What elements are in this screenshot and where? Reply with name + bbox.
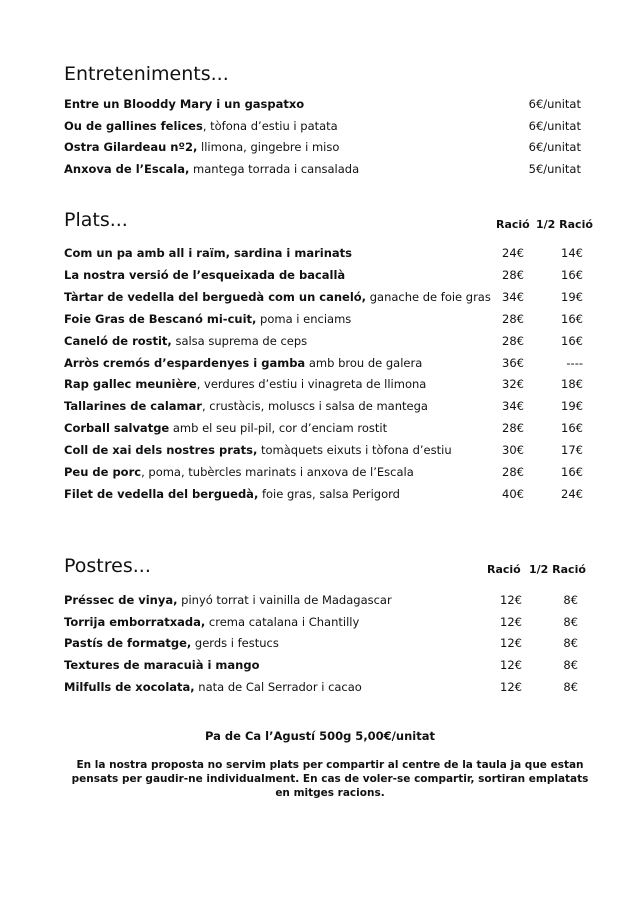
item-description: foie gras, salsa Perigord	[258, 486, 400, 501]
item-price-racio: 12€	[500, 636, 522, 651]
item-price-racio: 40€	[502, 486, 524, 501]
item-name: Préssec de vinya,	[64, 593, 178, 607]
item-price-racio: 24€	[502, 246, 524, 260]
menu-item	[64, 355, 422, 371]
item-name: Pastís de formatge,	[64, 636, 192, 651]
item-price-mitja-racio: 19€	[561, 289, 583, 304]
menu-item	[64, 311, 351, 327]
item-price-mitja-racio: 16€	[561, 421, 583, 436]
item-name: Torrija emborratxada,	[64, 614, 206, 629]
item-description: llimona, gingebre i miso	[197, 140, 340, 155]
menu-item	[64, 464, 414, 480]
item-price-mitja-racio: 8€	[563, 679, 578, 694]
item-price-racio: 32€	[502, 377, 524, 392]
item-description: nata de Cal Serrador i cacao	[194, 679, 362, 694]
item-price-mitja-racio: 8€	[563, 636, 578, 651]
menu-item	[64, 333, 307, 349]
postres-title: Postres...	[64, 555, 151, 577]
menu-item	[64, 398, 428, 414]
item-description: amb brou de galera	[305, 355, 423, 370]
item-description: ganache de foie gras	[366, 289, 491, 304]
item-price-mitja-racio: 16€	[561, 267, 583, 282]
item-name: Anxova de l’Escala,	[64, 162, 190, 177]
item-price-racio: 28€	[502, 267, 524, 282]
plats-title: Plats...	[64, 209, 128, 231]
item-name: La nostra versió de l’esqueixada de bacallà	[64, 267, 346, 282]
item-price-racio: 28€	[502, 421, 524, 436]
item-price: 6€/unitat	[528, 118, 581, 133]
item-price-mitja-racio: 14€	[561, 246, 583, 260]
item-price-mitja-racio: 8€	[563, 658, 578, 673]
item-price-racio: 28€	[502, 465, 524, 479]
item-price-mitja-racio: 17€	[561, 443, 583, 458]
item-price-racio: 28€	[502, 333, 524, 348]
item-name: Ou de gallines felices	[64, 118, 203, 133]
postres-racio-header: Ració	[487, 563, 521, 576]
item-price-mitja-racio: ----	[566, 355, 583, 370]
item-price-mitja-racio: 16€	[561, 311, 583, 326]
item-price-racio: 34€	[502, 289, 524, 304]
item-description: salsa suprema de ceps	[171, 333, 308, 348]
item-price-racio: 12€	[500, 658, 522, 673]
item-description: , verdures d’estiu i vinagreta de llimona	[196, 377, 427, 392]
menu-item	[64, 420, 387, 436]
item-description: poma i enciams	[256, 311, 352, 326]
item-name: Foie Gras de Bescanó mi-cuit,	[64, 311, 257, 326]
menu-item	[64, 245, 352, 261]
menu-item	[64, 657, 259, 673]
item-name: Peu de porc	[64, 465, 142, 479]
item-price-racio: 12€	[500, 614, 522, 629]
item-price-mitja-racio: 8€	[563, 593, 578, 607]
bread-note: Pa de Ca l’Agustí 500g 5,00€/unitat	[205, 729, 435, 743]
menu-item	[64, 442, 452, 458]
plats-mitja-racio-header: 1/2 Ració	[536, 218, 593, 231]
item-price-mitja-racio: 19€	[561, 399, 583, 414]
item-name: Rap gallec meunière	[64, 377, 197, 392]
item-description: mantega torrada i cansalada	[189, 162, 360, 177]
item-price-racio: 12€	[500, 679, 522, 694]
item-name: Caneló de rostit,	[64, 333, 172, 348]
item-name: Tàrtar de vedella del berguedà com un caneló,	[64, 289, 367, 304]
entreteniments-title: Entreteniments...	[64, 63, 229, 85]
menu-item	[64, 267, 345, 283]
menu-item	[64, 486, 400, 502]
item-price: 6€/unitat	[528, 97, 581, 111]
item-price-mitja-racio: 16€	[561, 333, 583, 348]
menu-item	[64, 614, 359, 630]
item-description: , crustàcis, moluscs i salsa de mantega	[201, 399, 428, 414]
plats-racio-header: Ració	[496, 218, 530, 231]
item-name: Filet de vedella del berguedà,	[64, 486, 259, 501]
item-description: crema catalana i Chantilly	[205, 614, 360, 629]
item-name: Corball salvatge	[64, 421, 170, 436]
item-price-racio: 36€	[502, 355, 524, 370]
menu-item	[64, 592, 392, 608]
item-description: amb el seu pil-pil, cor d’enciam rostit	[169, 421, 388, 436]
menu-item	[64, 139, 339, 155]
item-price-mitja-racio: 16€	[561, 465, 583, 479]
item-price-racio: 30€	[502, 443, 524, 458]
item-price-racio: 34€	[502, 399, 524, 414]
item-name: Textures de maracuià i mango	[64, 658, 260, 673]
item-price: 5€/unitat	[528, 162, 581, 177]
item-price-mitja-racio: 18€	[561, 377, 583, 392]
postres-mitja-racio-header: 1/2 Ració	[529, 563, 586, 576]
menu-item	[64, 376, 426, 392]
item-description: , tòfona d’estiu i patata	[202, 118, 338, 133]
item-price: 6€/unitat	[528, 140, 581, 155]
item-name: Arròs cremós d’espardenyes i gamba	[64, 355, 306, 370]
menu-item	[64, 96, 304, 112]
item-price-mitja-racio: 8€	[563, 614, 578, 629]
menu-item	[64, 161, 359, 177]
sharing-note: En la nostra proposta no servim plats per compartir al centre de la taula ja que estan pensats per gaudir-ne individualment. En cas de voler-se compartir, sortiran emplatats en mitges racions.	[71, 759, 589, 799]
menu-item	[64, 289, 491, 305]
item-name: Tallarines de calamar	[64, 399, 202, 414]
item-name: Entre un Blooddy Mary i un gaspatxo	[64, 97, 305, 111]
item-description: pinyó torrat i vainilla de Madagascar	[177, 593, 392, 607]
item-price-mitja-racio: 24€	[561, 486, 583, 501]
item-description: gerds i festucs	[191, 636, 279, 651]
menu-item	[64, 635, 279, 651]
item-price-racio: 12€	[500, 593, 522, 607]
item-name: Coll de xai dels nostres prats,	[64, 443, 258, 458]
item-name: Milfulls de xocolata,	[64, 679, 195, 694]
item-description: , poma, tubèrcles marinats i anxova de l’Escala	[141, 465, 414, 479]
menu-item	[64, 679, 362, 695]
item-description: tomàquets eixuts i tòfona d’estiu	[257, 443, 452, 458]
item-price-racio: 28€	[502, 311, 524, 326]
item-name: Com un pa amb all i raïm, sardina i marinats	[64, 246, 352, 260]
item-name: Ostra Gilardeau nº2,	[64, 140, 198, 155]
menu-item	[64, 118, 338, 134]
